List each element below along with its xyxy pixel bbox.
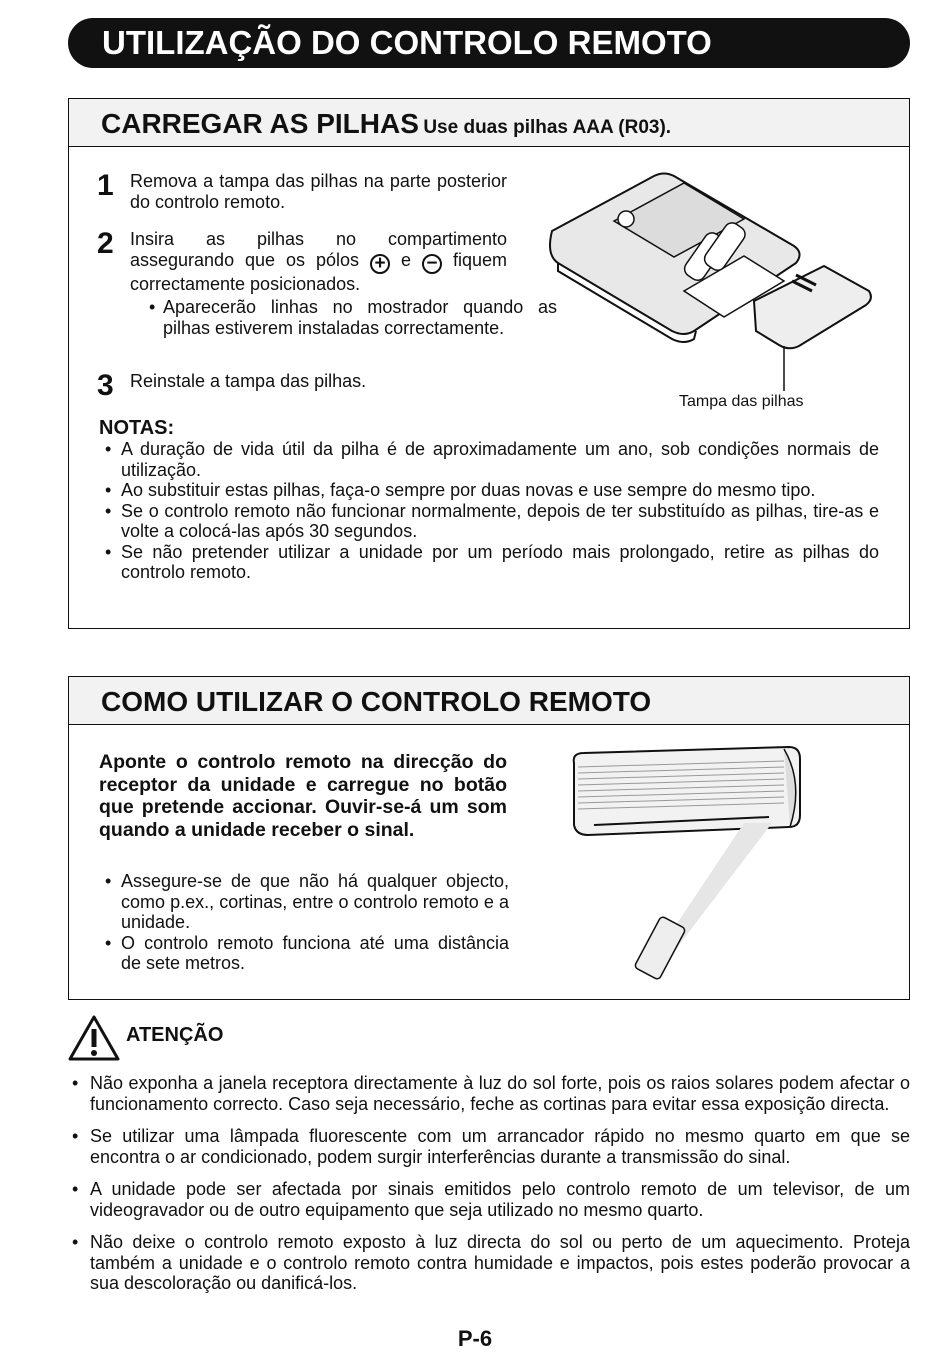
step-text-and: e — [400, 249, 411, 270]
minus-pole-icon: − — [422, 254, 442, 274]
step-text-a: Insira as pilhas no compartimento assegurando que os pólos — [130, 229, 507, 270]
step-text-b: fiquem correctamente posicionados. — [130, 249, 507, 294]
list-item: • Se não pretender utilizar a unidade por um período mais prolongado, retire as pilhas do controlo remoto. — [99, 542, 879, 583]
step-sub-note: • Aparecerão linhas no mostrador quando as pilhas estiverem instaladas correctamente. — [149, 297, 557, 338]
usage-lead: Aponte o controlo remoto na direcção do receptor da unidade e carregue no botão que pretende accionar. Ouvir-se-á um som quando a unidade receber o sinal. — [99, 751, 507, 841]
list-item: • A duração de vida útil da pilha é de aproximadamente um ano, sob condições normais de utilização. — [99, 439, 879, 480]
list-item: • A unidade pode ser afectada por sinais emitidos pelo controlo remoto de um televisor, de um videogravador ou de outro equipamento que seja utilizado no mesmo quarto. — [70, 1179, 910, 1220]
step-text — [130, 229, 507, 294]
list-item: • Ao substituir estas pilhas, faça-o sempre por duas novas e use sempre do mesmo tipo. — [99, 480, 879, 501]
usage-heading-title: COMO UTILIZAR O CONTROLO REMOTO — [101, 686, 652, 717]
remote-battery-illustration — [544, 171, 894, 391]
step-number: 2 — [97, 227, 114, 260]
usage-list — [99, 871, 509, 974]
page-number: P-6 — [457, 1326, 493, 1351]
list-item: • Assegure-se de que não há qualquer objecto, como p.ex., cortinas, entre o controlo remoto e a unidade. — [99, 871, 509, 933]
step-2 — [97, 229, 507, 294]
step-number: 3 — [97, 369, 114, 402]
batteries-heading-title: CARREGAR AS PILHAS — [101, 108, 419, 139]
list-item: • O controlo remoto funciona até uma distância de sete metros. — [99, 933, 509, 974]
attention-list — [70, 1073, 910, 1306]
step-2-sub — [97, 297, 557, 338]
batteries-heading — [69, 99, 909, 147]
page-title: UTILIZAÇÃO DO CONTROLO REMOTO — [68, 18, 910, 68]
list-item: • Se utilizar uma lâmpada fluorescente com um arrancador rápido no mesmo quarto em que se encontra o ar condicionado, podem surgir interferências durante a transmissão do sinal. — [70, 1126, 910, 1167]
usage-section — [68, 676, 910, 1000]
batteries-heading-subtitle: Use duas pilhas AAA (R03). — [423, 117, 672, 138]
step-3 — [97, 369, 507, 402]
list-item: • Não exponha a janela receptora directamente à luz do sol forte, pois os raios solares podem afectar o funcionamento correcto. Caso seja necessário, feche as cortinas para evitar essa exposição directa. — [70, 1073, 910, 1114]
plus-pole-icon: + — [370, 254, 390, 274]
list-item: • Não deixe o controlo remoto exposto à luz directa do sol ou perto de um aquecimento. Proteja também a unidade e o controlo remoto contra humidade e impactos, pois estes poderão provocar a sua descoloração ou danificá-los. — [70, 1232, 910, 1294]
usage-heading — [69, 677, 909, 725]
step-text: Reinstale a tampa das pilhas. — [130, 371, 367, 391]
notes-title: NOTAS: — [99, 417, 175, 439]
step-1 — [97, 171, 507, 212]
batteries-section — [68, 98, 910, 629]
list-item: • Se o controlo remoto não funcionar normalmente, depois de ter substituído as pilhas, tire-as e volte a colocá-las após 30 segundos. — [99, 501, 879, 542]
step-text: Remova a tampa das pilhas na parte posterior do controlo remoto. — [130, 171, 507, 212]
notes-list — [99, 439, 879, 583]
step-number: 1 — [97, 169, 114, 202]
attention-title: ATENÇÃO — [126, 1024, 224, 1046]
warning-icon — [68, 1014, 120, 1062]
battery-cover-caption: Tampa das pilhas — [679, 393, 804, 410]
air-conditioner-illustration — [564, 743, 814, 983]
